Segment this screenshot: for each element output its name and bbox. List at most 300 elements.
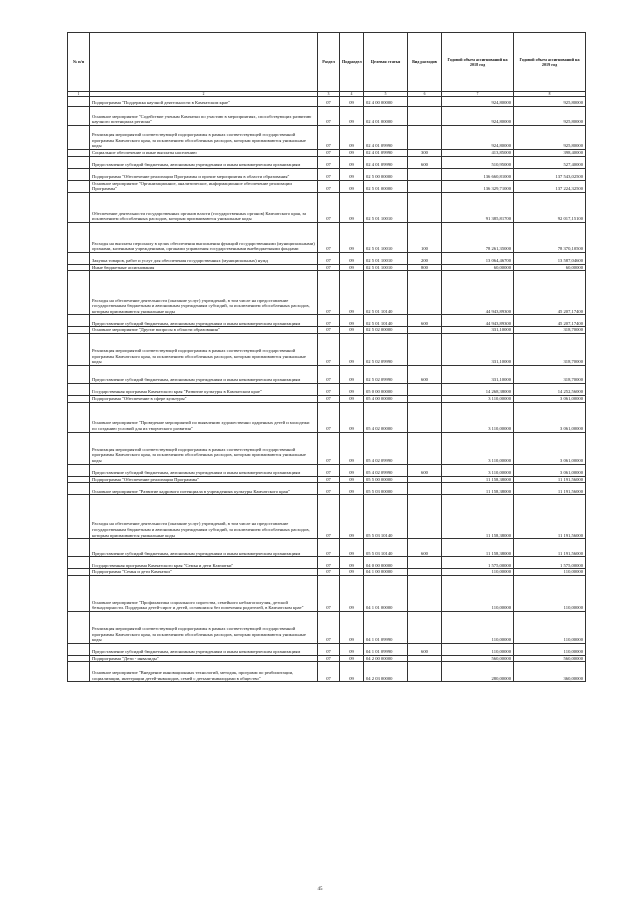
row-razdel-cell: 07 — [318, 476, 340, 483]
row-2018-cell: 110,00000 — [442, 575, 514, 611]
row-num-cell — [68, 611, 90, 643]
row-num-cell — [68, 402, 90, 432]
row-num-cell — [68, 569, 90, 576]
row-name-cell: Государственная программа Камчатского края "Развитие культуры в Камчатском крае" — [90, 383, 318, 395]
row-2018-cell: 3 110,00000 — [442, 464, 514, 476]
table-row — [68, 662, 586, 682]
row-expense-type-cell: 300 — [408, 150, 442, 157]
row-name-cell: Предоставление субсидий бюджетным, автономным учреждениям и иным некоммерческим организациям — [90, 464, 318, 476]
row-num-cell — [68, 333, 90, 365]
header-2019: Годовой объем ассигнований на 2019 год — [514, 33, 586, 92]
row-expense-type-cell — [408, 126, 442, 150]
row-razdel-cell: 07 — [318, 402, 340, 432]
row-target-article-cell: 04 1 00 00000 — [364, 569, 408, 576]
row-razdel-cell: 07 — [318, 365, 340, 383]
row-name-cell: Предоставление субсидий бюджетным, автономным учреждениям и иным некоммерческим организациям — [90, 156, 318, 168]
row-2018-cell: 331,10000 — [442, 365, 514, 383]
row-razdel-cell: 07 — [318, 539, 340, 557]
row-2019-cell: 318,70000 — [514, 327, 586, 334]
row-num-cell — [68, 126, 90, 150]
table-row — [68, 126, 586, 150]
row-target-article-cell: 02 4 00 00000 — [364, 97, 408, 107]
row-2019-cell: 45 207,17400 — [514, 271, 586, 315]
table-row — [68, 569, 586, 576]
row-podrazdel-cell: 09 — [340, 495, 364, 539]
row-num-cell — [68, 662, 90, 682]
row-target-article-cell: 02 4 01 09990 — [364, 126, 408, 150]
row-expense-type-cell — [408, 495, 442, 539]
row-expense-type-cell — [408, 383, 442, 395]
row-name-cell: Основное мероприятие "Другие вопросы в области образования" — [90, 327, 318, 334]
table-row — [68, 495, 586, 539]
row-2018-cell: 3 110,00000 — [442, 402, 514, 432]
row-podrazdel-cell: 09 — [340, 97, 364, 107]
col-number: 8 — [514, 92, 586, 97]
row-razdel-cell: 07 — [318, 126, 340, 150]
header-name — [90, 33, 318, 92]
row-razdel-cell: 07 — [318, 222, 340, 252]
row-2019-cell: 318,70000 — [514, 333, 586, 365]
row-target-article-cell: 02 5 01 10140 — [364, 271, 408, 315]
table-row — [68, 476, 586, 483]
row-target-article-cell: 05 4 02 09990 — [364, 464, 408, 476]
row-num-cell — [68, 327, 90, 334]
row-name-cell: Предоставление субсидий бюджетным, автономным учреждениям и иным некоммерческим организациям — [90, 539, 318, 557]
row-razdel-cell: 07 — [318, 192, 340, 222]
row-2019-cell: 13 587,04600 — [514, 252, 586, 264]
row-podrazdel-cell: 09 — [340, 150, 364, 157]
table-row — [68, 150, 586, 157]
row-razdel-cell: 07 — [318, 643, 340, 655]
row-expense-type-cell — [408, 333, 442, 365]
row-2018-cell: 11 158,38000 — [442, 483, 514, 495]
row-expense-type-cell — [408, 569, 442, 576]
row-num-cell — [68, 365, 90, 383]
row-2019-cell: 11 191,56000 — [514, 483, 586, 495]
row-target-article-cell: 02 4 01 09990 — [364, 156, 408, 168]
row-expense-type-cell: 600 — [408, 539, 442, 557]
row-2019-cell: 560,00000 — [514, 655, 586, 662]
row-podrazdel-cell: 09 — [340, 402, 364, 432]
row-num-cell — [68, 575, 90, 611]
row-2019-cell: 925,80000 — [514, 126, 586, 150]
row-target-article-cell: 02 5 01 00000 — [364, 180, 408, 192]
row-target-article-cell: 02 5 01 10010 — [364, 222, 408, 252]
row-name-cell: Подпрограмма "Обеспечение в сфере культуры" — [90, 395, 318, 402]
header-razdel: Раздел — [318, 33, 340, 92]
table-header-row — [68, 33, 586, 92]
row-2018-cell: 110,00000 — [442, 611, 514, 643]
row-2019-cell: 3 061,00000 — [514, 395, 586, 402]
row-2018-cell: 14 268,38000 — [442, 383, 514, 395]
row-podrazdel-cell: 09 — [340, 365, 364, 383]
row-2019-cell: 11 191,56000 — [514, 476, 586, 483]
row-2019-cell: 137 224,32500 — [514, 180, 586, 192]
row-razdel-cell: 07 — [318, 156, 340, 168]
budget-table — [67, 32, 586, 682]
row-razdel-cell: 07 — [318, 395, 340, 402]
row-2018-cell: 560,00000 — [442, 655, 514, 662]
row-2019-cell: 110,00000 — [514, 575, 586, 611]
row-expense-type-cell: 600 — [408, 643, 442, 655]
row-target-article-cell: 05 5 03 10140 — [364, 495, 408, 539]
row-expense-type-cell: 600 — [408, 464, 442, 476]
row-2018-cell: 44 943,89300 — [442, 315, 514, 327]
row-num-cell — [68, 432, 90, 464]
table-row — [68, 97, 586, 107]
row-expense-type-cell — [408, 483, 442, 495]
row-podrazdel-cell: 09 — [340, 107, 364, 126]
row-2018-cell: 44 943,89300 — [442, 271, 514, 315]
table-row — [68, 539, 586, 557]
table-body — [68, 97, 586, 682]
row-name-cell: Основное мероприятие "Организационное, аналитическое, информационное обеспечение реализации Программы" — [90, 180, 318, 192]
row-2018-cell: 11 158,38000 — [442, 539, 514, 557]
row-name-cell: Подпрограмма "Обеспечение реализации Программы и прочие мероприятия в области образования" — [90, 168, 318, 180]
col-number: 7 — [442, 92, 514, 97]
row-2018-cell: 280,00000 — [442, 662, 514, 682]
row-num-cell — [68, 156, 90, 168]
row-expense-type-cell: 200 — [408, 252, 442, 264]
row-name-cell: Расходы на обеспечение деятельности (оказание услуг) учреждений, в том числе на предоставление государственным бюджетным и автономным учреждениям субсидий, за исключением обособленных расходов, которым присваиваются уникальные коды — [90, 495, 318, 539]
row-num-cell — [68, 315, 90, 327]
row-expense-type-cell: 600 — [408, 156, 442, 168]
row-target-article-cell: 04 0 00 00000 — [364, 557, 408, 569]
row-razdel-cell: 07 — [318, 662, 340, 682]
col-number: 3 — [318, 92, 340, 97]
row-expense-type-cell — [408, 192, 442, 222]
row-expense-type-cell — [408, 402, 442, 432]
row-num-cell — [68, 655, 90, 662]
row-name-cell: Предоставление субсидий бюджетным, автономным учреждениям и иным некоммерческим организациям — [90, 643, 318, 655]
row-target-article-cell: 05 4 02 00000 — [364, 402, 408, 432]
row-expense-type-cell: 800 — [408, 264, 442, 271]
row-expense-type-cell — [408, 611, 442, 643]
row-razdel-cell: 07 — [318, 432, 340, 464]
row-podrazdel-cell: 09 — [340, 156, 364, 168]
row-num-cell — [68, 180, 90, 192]
row-name-cell: Подпрограмма "Обеспечение реализации Программы" — [90, 476, 318, 483]
row-expense-type-cell — [408, 655, 442, 662]
row-target-article-cell: 05 0 00 00000 — [364, 383, 408, 395]
row-target-article-cell: 02 5 01 10010 — [364, 192, 408, 222]
row-2019-cell: 60,00000 — [514, 264, 586, 271]
row-2019-cell: 3 061,00000 — [514, 402, 586, 432]
row-2019-cell: 45 207,17400 — [514, 315, 586, 327]
row-expense-type-cell — [408, 395, 442, 402]
page-number: 45 — [317, 887, 323, 892]
row-podrazdel-cell: 09 — [340, 611, 364, 643]
row-expense-type-cell — [408, 327, 442, 334]
row-podrazdel-cell: 09 — [340, 192, 364, 222]
row-target-article-cell: 04 1 01 09990 — [364, 611, 408, 643]
row-name-cell: Основное мероприятие "Проведение мероприятий по выявлению художественно одаренных детей и молодежи по созданию условий для их творческого развития" — [90, 402, 318, 432]
row-2018-cell: 110,00000 — [442, 569, 514, 576]
table-row — [68, 575, 586, 611]
row-2018-cell: 136 660,81000 — [442, 168, 514, 180]
row-name-cell: Основное мероприятие "Развитие кадрового потенциала в учреждениях культуры Камчатского края" — [90, 483, 318, 495]
row-podrazdel-cell: 09 — [340, 315, 364, 327]
table-row — [68, 402, 586, 432]
row-podrazdel-cell: 09 — [340, 264, 364, 271]
row-podrazdel-cell: 09 — [340, 662, 364, 682]
row-2018-cell: 78 261,35000 — [442, 222, 514, 252]
row-podrazdel-cell: 09 — [340, 655, 364, 662]
row-expense-type-cell — [408, 107, 442, 126]
row-num-cell — [68, 495, 90, 539]
row-podrazdel-cell: 09 — [340, 327, 364, 334]
row-expense-type-cell — [408, 97, 442, 107]
row-2019-cell: 360,00000 — [514, 662, 586, 682]
row-2019-cell: 92 017,15100 — [514, 192, 586, 222]
row-name-cell: Подпрограмма "Семья и дети Камчатки" — [90, 569, 318, 576]
row-podrazdel-cell: 09 — [340, 464, 364, 476]
col-number: 1 — [68, 92, 90, 97]
table-row — [68, 383, 586, 395]
row-target-article-cell: 02 5 02 09990 — [364, 333, 408, 365]
row-2018-cell: 136 329,71000 — [442, 180, 514, 192]
row-name-cell: Государственная программа Камчатского края "Семья и дети Камчатки" — [90, 557, 318, 569]
row-name-cell: Реализация мероприятий соответствующей подпрограммы в рамках соответствующей государственной программы Камчатского края, за исключением обособленных расходов, которым присваиваются уникальные коды — [90, 333, 318, 365]
row-2018-cell: 3 110,00000 — [442, 395, 514, 402]
row-razdel-cell: 07 — [318, 252, 340, 264]
row-2018-cell: 11 158,38000 — [442, 476, 514, 483]
table-row — [68, 655, 586, 662]
row-expense-type-cell — [408, 557, 442, 569]
row-razdel-cell: 07 — [318, 271, 340, 315]
row-name-cell: Основное мероприятие "Внедрение инновационных технологий, методик, программ по реабилитации, социализации, интеграции детей-инвалидов, семей с детьми-инвалидами в общество" — [90, 662, 318, 682]
row-num-cell — [68, 483, 90, 495]
row-target-article-cell: 05 5 03 10140 — [364, 539, 408, 557]
row-target-article-cell: 04 1 01 00000 — [364, 575, 408, 611]
row-name-cell: Реализация мероприятий соответствующей подпрограммы в рамках соответствующей государственной программы Камчатского края, за исключением обособленных расходов, которым присваиваются уникальные коды — [90, 126, 318, 150]
row-2019-cell: 110,00000 — [514, 569, 586, 576]
row-razdel-cell: 07 — [318, 655, 340, 662]
table-row — [68, 395, 586, 402]
row-razdel-cell: 07 — [318, 557, 340, 569]
header-2018: Годовой объем ассигнований на 2018 год — [442, 33, 514, 92]
table-row — [68, 107, 586, 126]
row-2018-cell: 91 385,81700 — [442, 192, 514, 222]
row-2019-cell: 3 061,00000 — [514, 464, 586, 476]
table-row — [68, 168, 586, 180]
row-2018-cell: 413,85000 — [442, 150, 514, 157]
row-2018-cell: 924,80000 — [442, 126, 514, 150]
row-target-article-cell: 04 2 00 00000 — [364, 655, 408, 662]
row-name-cell: Основное мероприятие "Профилактика социального сиротства, семейного неблагополучия, детской безнадзорности. Поддержка детей-сирот и детей, оставшихся без попечения родителей, в Камчатском крае" — [90, 575, 318, 611]
row-podrazdel-cell: 09 — [340, 557, 364, 569]
table-row — [68, 327, 586, 334]
row-2018-cell: 924,80000 — [442, 97, 514, 107]
row-2019-cell: 14 252,56000 — [514, 383, 586, 395]
row-razdel-cell: 07 — [318, 333, 340, 365]
row-podrazdel-cell: 09 — [340, 575, 364, 611]
row-target-article-cell: 04 2 03 00000 — [364, 662, 408, 682]
row-name-cell: Реализация мероприятий соответствующей подпрограммы в рамках соответствующей государственной программы Камчатского края, за исключением обособленных расходов, которым присваиваются уникальные коды — [90, 611, 318, 643]
row-podrazdel-cell: 09 — [340, 168, 364, 180]
row-num-cell — [68, 264, 90, 271]
row-2018-cell: 110,00000 — [442, 643, 514, 655]
row-name-cell: Предоставление субсидий бюджетным, автономным учреждениям и иным некоммерческим организациям — [90, 315, 318, 327]
header-podrazdel: Подраздел — [340, 33, 364, 92]
row-expense-type-cell — [408, 476, 442, 483]
row-2018-cell: 924,80000 — [442, 107, 514, 126]
row-2019-cell: 318,70000 — [514, 365, 586, 383]
row-num-cell — [68, 476, 90, 483]
table-row — [68, 264, 586, 271]
row-2019-cell: 11 191,56000 — [514, 539, 586, 557]
row-num-cell — [68, 383, 90, 395]
table-row — [68, 464, 586, 476]
row-target-article-cell: 05 4 00 00000 — [364, 395, 408, 402]
row-2019-cell: 110,00000 — [514, 643, 586, 655]
row-podrazdel-cell: 09 — [340, 252, 364, 264]
row-target-article-cell: 02 5 00 00000 — [364, 168, 408, 180]
row-expense-type-cell: 100 — [408, 222, 442, 252]
row-name-cell: Подпрограмма "Дети - инвалиды" — [90, 655, 318, 662]
row-name-cell: Предоставление субсидий бюджетным, автономным учреждениям и иным некоммерческим организациям — [90, 365, 318, 383]
row-razdel-cell: 07 — [318, 495, 340, 539]
row-num-cell — [68, 643, 90, 655]
row-name-cell: Расходы на обеспечение деятельности (оказание услуг) учреждений, в том числе на предоставление государственным бюджетным и автономным учреждениям субсидий, за исключением обособленных расходов, которым присваиваются уникальные коды — [90, 271, 318, 315]
row-name-cell: Расходы на выплаты персоналу в целях обеспечения выполнения функций государственными (муниципальными) органами, казенными учреждениями, органами управления государственными внебюджетными фондами — [90, 222, 318, 252]
row-podrazdel-cell: 09 — [340, 126, 364, 150]
table-row — [68, 180, 586, 192]
row-target-article-cell: 05 5 00 00000 — [364, 476, 408, 483]
table-row — [68, 192, 586, 222]
row-razdel-cell: 07 — [318, 264, 340, 271]
table-row — [68, 643, 586, 655]
row-razdel-cell: 07 — [318, 383, 340, 395]
row-name-cell: Закупка товаров, работ и услуг для обеспечения государственных (муниципальных) нужд — [90, 252, 318, 264]
row-podrazdel-cell: 09 — [340, 539, 364, 557]
row-podrazdel-cell: 09 — [340, 483, 364, 495]
row-expense-type-cell — [408, 168, 442, 180]
row-podrazdel-cell: 09 — [340, 476, 364, 483]
row-name-cell: Подпрограмма "Поддержка научной деятельности в Камчатском крае" — [90, 97, 318, 107]
row-2019-cell: 11 191,56000 — [514, 495, 586, 539]
row-name-cell: Основное мероприятие "Содействие ученым Камчатки по участию в мероприятиях, способствующих развитию научного потенциала региона" — [90, 107, 318, 126]
table-row — [68, 222, 586, 252]
row-expense-type-cell: 600 — [408, 365, 442, 383]
row-num-cell — [68, 150, 90, 157]
row-razdel-cell: 07 — [318, 464, 340, 476]
col-number: 2 — [90, 92, 318, 97]
row-target-article-cell: 02 5 01 10140 — [364, 315, 408, 327]
row-2019-cell: 398,40000 — [514, 150, 586, 157]
row-razdel-cell: 07 — [318, 569, 340, 576]
row-2019-cell: 110,00000 — [514, 611, 586, 643]
row-num-cell — [68, 252, 90, 264]
row-2018-cell: 3 110,00000 — [442, 432, 514, 464]
row-razdel-cell: 07 — [318, 150, 340, 157]
table-row — [68, 252, 586, 264]
row-num-cell — [68, 222, 90, 252]
row-target-article-cell: 02 5 01 10010 — [364, 252, 408, 264]
row-razdel-cell: 07 — [318, 611, 340, 643]
row-razdel-cell: 07 — [318, 315, 340, 327]
row-2019-cell: 78 370,10500 — [514, 222, 586, 252]
table-row — [68, 315, 586, 327]
row-2019-cell: 137 543,02500 — [514, 168, 586, 180]
row-num-cell — [68, 97, 90, 107]
row-num-cell — [68, 107, 90, 126]
table-row — [68, 611, 586, 643]
row-expense-type-cell — [408, 271, 442, 315]
table-row — [68, 333, 586, 365]
row-2018-cell: 1 575,00000 — [442, 557, 514, 569]
row-razdel-cell: 07 — [318, 180, 340, 192]
row-podrazdel-cell: 09 — [340, 180, 364, 192]
row-expense-type-cell: 600 — [408, 315, 442, 327]
row-target-article-cell: 05 5 03 00000 — [364, 483, 408, 495]
col-number: 5 — [364, 92, 408, 97]
row-podrazdel-cell: 09 — [340, 222, 364, 252]
row-name-cell: Социальное обеспечение и иные выплаты населению — [90, 150, 318, 157]
row-2018-cell: 13 064,46700 — [442, 252, 514, 264]
row-razdel-cell: 07 — [318, 168, 340, 180]
row-2018-cell: 331,10000 — [442, 333, 514, 365]
row-name-cell: Иные бюджетные ассигнования — [90, 264, 318, 271]
table-row — [68, 365, 586, 383]
table-row — [68, 156, 586, 168]
row-podrazdel-cell: 09 — [340, 333, 364, 365]
row-razdel-cell: 07 — [318, 575, 340, 611]
row-target-article-cell: 02 5 02 00000 — [364, 327, 408, 334]
row-2019-cell: 527,40000 — [514, 156, 586, 168]
row-razdel-cell: 07 — [318, 327, 340, 334]
row-num-cell — [68, 192, 90, 222]
table-row — [68, 483, 586, 495]
row-razdel-cell: 07 — [318, 483, 340, 495]
row-target-article-cell: 02 4 01 09990 — [364, 150, 408, 157]
header-num: № п/п — [68, 33, 90, 92]
header-expense-type: Вид расходов — [408, 33, 442, 92]
row-podrazdel-cell: 09 — [340, 432, 364, 464]
row-2019-cell: 925,80000 — [514, 107, 586, 126]
row-2019-cell: 1 575,00000 — [514, 557, 586, 569]
row-target-article-cell: 02 5 01 10010 — [364, 264, 408, 271]
row-num-cell — [68, 168, 90, 180]
row-razdel-cell: 07 — [318, 97, 340, 107]
row-num-cell — [68, 271, 90, 315]
table-row — [68, 432, 586, 464]
row-2018-cell: 60,00000 — [442, 264, 514, 271]
table-row — [68, 271, 586, 315]
row-num-cell — [68, 395, 90, 402]
row-target-article-cell: 02 4 01 00000 — [364, 107, 408, 126]
row-num-cell — [68, 464, 90, 476]
col-number: 6 — [408, 92, 442, 97]
row-expense-type-cell — [408, 662, 442, 682]
col-number: 4 — [340, 92, 364, 97]
row-2018-cell: 11 158,38000 — [442, 495, 514, 539]
row-target-article-cell: 02 5 02 09990 — [364, 365, 408, 383]
row-podrazdel-cell: 09 — [340, 643, 364, 655]
table-row — [68, 557, 586, 569]
row-target-article-cell: 05 4 02 09990 — [364, 432, 408, 464]
row-podrazdel-cell: 09 — [340, 383, 364, 395]
row-2018-cell: 331,10000 — [442, 327, 514, 334]
row-podrazdel-cell: 09 — [340, 395, 364, 402]
row-num-cell — [68, 539, 90, 557]
row-2018-cell: 510,95000 — [442, 156, 514, 168]
row-podrazdel-cell: 09 — [340, 569, 364, 576]
row-2019-cell: 3 061,00000 — [514, 432, 586, 464]
row-razdel-cell: 07 — [318, 107, 340, 126]
header-target-article: Целевая статья — [364, 33, 408, 92]
row-expense-type-cell — [408, 180, 442, 192]
